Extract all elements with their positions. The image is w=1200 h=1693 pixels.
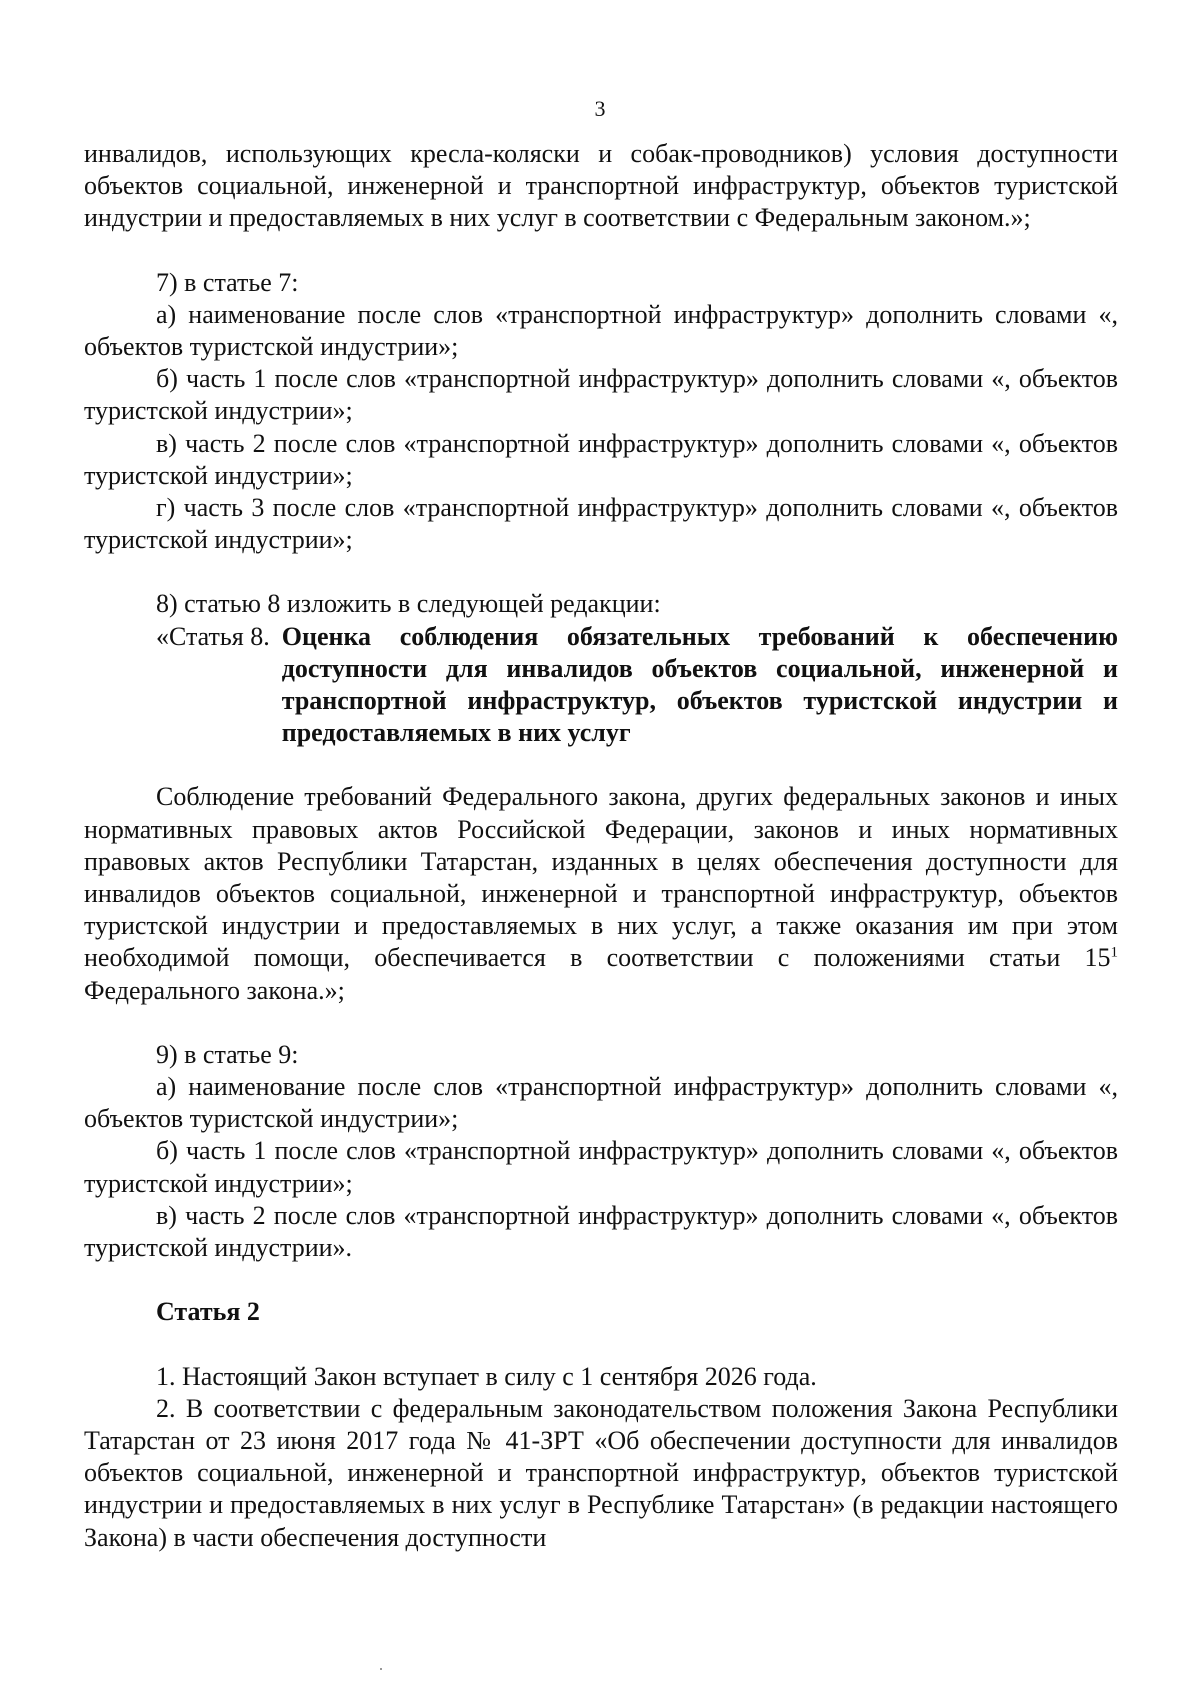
article-8-heading <box>84 621 1118 750</box>
continuation-paragraph: инвалидов, использующих кресла-коляски и собак-проводников) условия доступности объектов социальной, инженерной и транспортной инфраструктур, объектов туристской индустрии и предоставляемых в них услуг в соответствии с Федеральным законом.»; <box>84 139 1118 233</box>
page-number: 3 <box>594 96 606 121</box>
item-7-g: г) часть 3 после слов «транспортной инфраструктур» дополнить словами «, объектов туристской индустрии»; <box>84 493 1118 555</box>
article-8-body <box>84 781 1118 1006</box>
item-9-v: в) часть 2 после слов «транспортной инфраструктур» дополнить словами «, объектов туристской индустрии». <box>84 1200 1118 1263</box>
article-8-title: Оценка соблюдения обязательных требований к обеспечению доступности для инвалидов объектов социальной, инженерной и транспортной инфраструктур, объектов туристской индустрии и предоставляемых в них услуг <box>281 621 1118 748</box>
article-2-heading: Статья 2 <box>156 1297 260 1327</box>
article-8-body-tail: Федерального закона.»; <box>84 975 345 1005</box>
scan-speck <box>380 1668 382 1670</box>
item-7-header: 7) в статье 7: <box>156 267 299 297</box>
item-9-a: а) наименование после слов «транспортной инфраструктур» дополнить словами «, объектов туристской индустрии»; <box>84 1072 1118 1134</box>
item-8-header: 8) статью 8 изложить в следующей редакции: <box>156 589 661 619</box>
item-9-b: б) часть 1 после слов «транспортной инфраструктур» дополнить словами «, объектов туристской индустрии»; <box>84 1136 1118 1198</box>
article-8-prefix: «Статья 8. <box>156 621 270 651</box>
article-2-paragraph-2: 2. В соответствии с федеральным законодательством положения Закона Республики Татарстан от 23 июня 2017 года № 41-ЗРТ «Об обеспечении доступности для инвалидов объектов социальной, инженерной и транспортной инфраструктур, объектов туристской индустрии и предоставляемых в них услуг в Республике Татарстан» (в редакции настоящего Закона) в части обеспечения доступности <box>84 1393 1118 1552</box>
article-8-body-superscript: 1 <box>1110 944 1118 961</box>
item-7-a: а) наименование после слов «транспортной инфраструктур» дополнить словами «, объектов туристской индустрии»; <box>84 299 1118 362</box>
document-body <box>84 138 1118 1554</box>
article-2-paragraph-1: 1. Настоящий Закон вступает в силу с 1 сентября 2026 года. <box>156 1361 817 1391</box>
article-8-body-text: Соблюдение требований Федерального закона, других федеральных законов и иных нормативных правовых актов Российской Федерации, законов и иных нормативных правовых актов Республики Татарстан, изданных в целях обеспечения доступности для инвалидов объектов социальной, инженерной и транспортной инфраструктур, объектов туристской индустрии и предоставляемых в них услуг, а также оказания им при этом необходимой помощи, обеспечивается в соответствии с положениями статьи 15 <box>84 782 1118 973</box>
item-7-b: б) часть 1 после слов «транспортной инфраструктур» дополнить словами «, объектов туристской индустрии»; <box>84 364 1118 426</box>
item-9-header: 9) в статье 9: <box>156 1039 299 1069</box>
item-7-v: в) часть 2 после слов «транспортной инфраструктур» дополнить словами «, объектов туристской индустрии»; <box>84 428 1118 490</box>
